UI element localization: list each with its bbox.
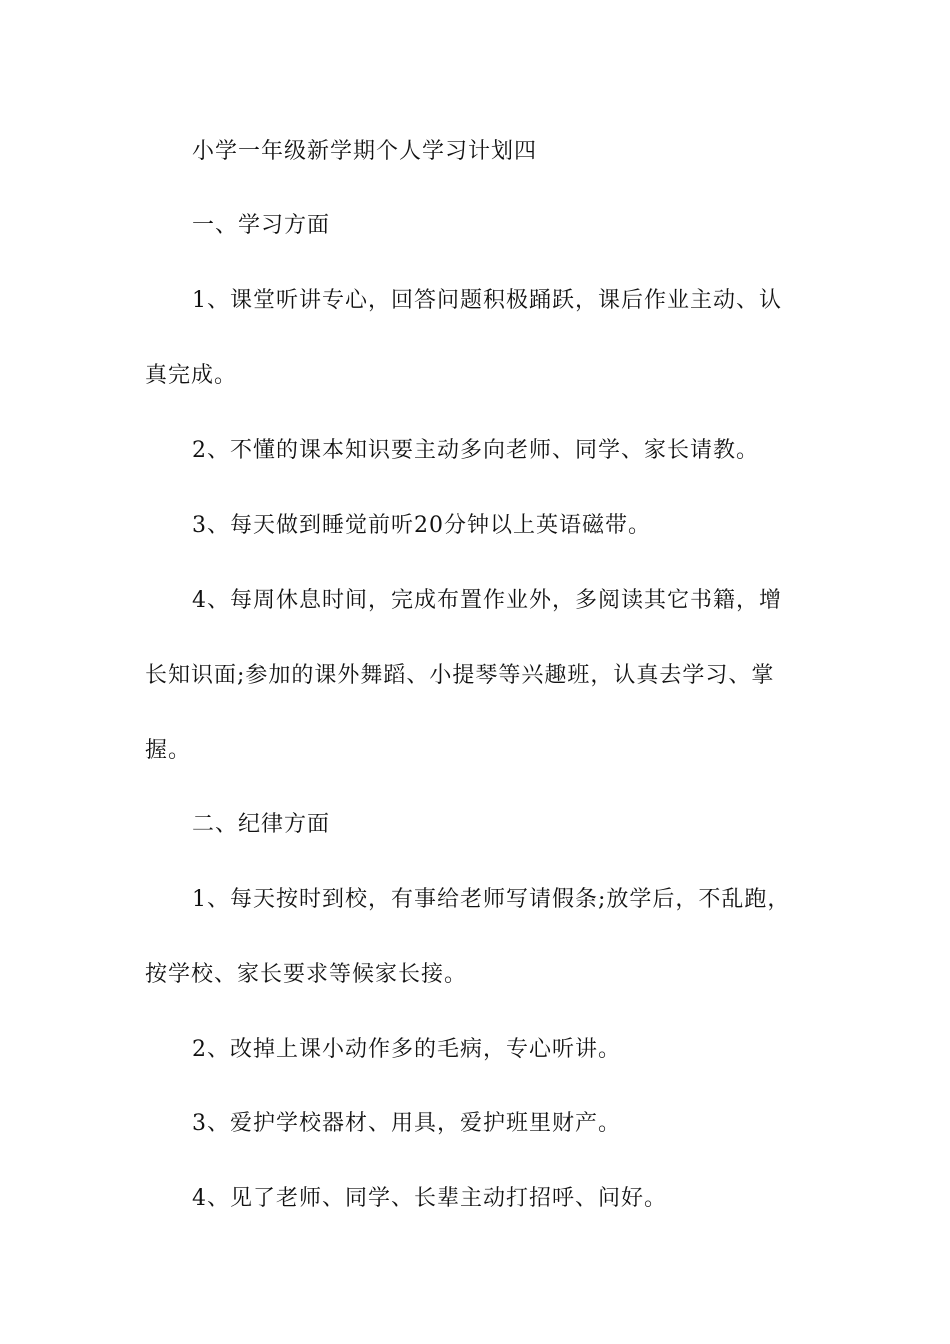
paragraph-line: 3、爱护学校器材、用具，爱护班里财产。: [192, 1111, 621, 1136]
paragraph-line: 1、每天按时到校，有事给老师写请假条;放学后，不乱跑，: [192, 887, 791, 912]
paragraph-line: 长知识面;参加的课外舞蹈、小提琴等兴趣班，认真去学习、掌: [145, 663, 775, 688]
paragraph-line: 1、课堂听讲专心，回答问题积极踊跃，课后作业主动、认: [192, 288, 782, 313]
paragraph-line: 3、每天做到睡觉前听20分钟以上英语磁带。: [192, 513, 651, 538]
paragraph-line: 握。: [145, 738, 192, 763]
paragraph-line: 按学校、家长要求等候家长接。: [145, 962, 468, 987]
document-title: 小学一年级新学期个人学习计划四: [192, 139, 538, 164]
paragraph-line: 2、不懂的课本知识要主动多向老师、同学、家长请教。: [192, 438, 759, 463]
paragraph-line: 4、见了老师、同学、长辈主动打招呼、问好。: [192, 1186, 667, 1211]
paragraph-line: 4、每周休息时间，完成布置作业外，多阅读其它书籍，增: [192, 588, 782, 613]
section-heading-study: 一、学习方面: [192, 213, 331, 238]
paragraph-line: 真完成。: [145, 363, 238, 388]
section-heading-discipline: 二、纪律方面: [192, 812, 331, 837]
paragraph-line: 2、改掉上课小动作多的毛病，专心听讲。: [192, 1037, 621, 1062]
